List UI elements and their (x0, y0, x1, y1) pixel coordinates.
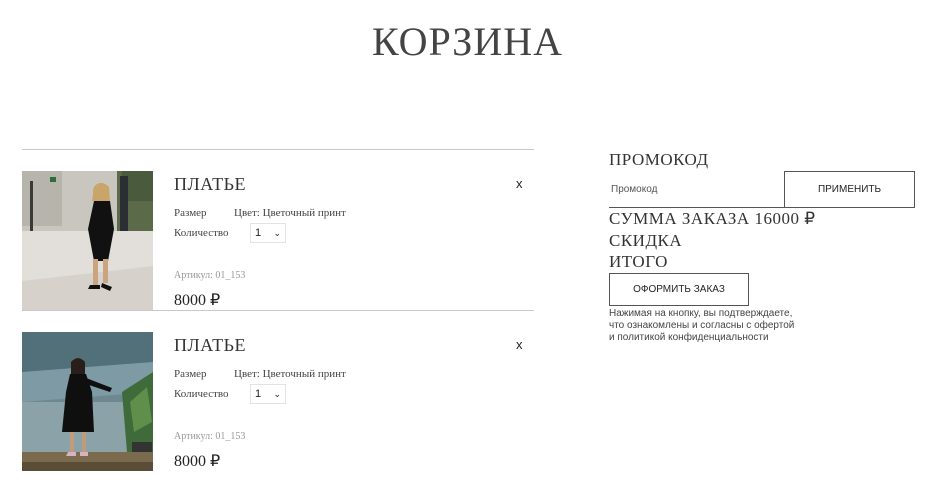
consent-notice-line: что ознакомлены и согласны с офертой (609, 320, 795, 331)
consent-notice-line: и политикой конфиденциальности (609, 332, 769, 343)
product-price: 8000 ₽ (174, 292, 221, 309)
color-label: Цвет: Цветочный принт (234, 207, 346, 219)
promo-title: ПРОМОКОД (609, 150, 709, 169)
promo-code-input[interactable] (609, 179, 785, 199)
quantity-value: 1 (255, 227, 262, 239)
cart-list (22, 149, 534, 472)
dress-photo-studio-icon (22, 332, 153, 471)
remove-item-button[interactable]: x (516, 337, 523, 352)
promo-input-underline (609, 207, 785, 208)
dress-photo-street-icon (22, 171, 153, 310)
product-price: 8000 ₽ (174, 453, 221, 470)
page-title: КОРЗИНА (371, 19, 563, 64)
consent-notice (609, 308, 809, 344)
quantity-label: Количество (174, 227, 229, 239)
apply-promo-button[interactable]: ПРИМЕНИТЬ (784, 171, 915, 208)
product-image[interactable] (22, 332, 153, 471)
quantity-value: 1 (255, 388, 262, 400)
remove-item-button[interactable]: x (516, 176, 523, 191)
product-sku: Артикул: 01_153 (174, 270, 246, 281)
quantity-select[interactable] (250, 223, 286, 243)
size-label: Размер (174, 207, 207, 219)
size-label: Размер (174, 368, 207, 380)
chevron-down-icon: ⌄ (273, 228, 281, 238)
total-label: ИТОГО (609, 252, 668, 271)
chevron-down-icon: ⌄ (273, 389, 281, 399)
order-sum: СУММА ЗАКАЗА 16000 ₽ (609, 209, 816, 228)
consent-notice-line: Нажимая на кнопку, вы подтверждаете, (609, 308, 793, 319)
cart-item (22, 311, 534, 472)
cart-item (22, 150, 534, 311)
quantity-select[interactable] (250, 384, 286, 404)
product-name[interactable]: ПЛАТЬЕ (174, 174, 246, 194)
color-label: Цвет: Цветочный принт (234, 368, 346, 380)
quantity-label: Количество (174, 388, 229, 400)
product-image[interactable] (22, 171, 153, 310)
discount-label: СКИДКА (609, 231, 683, 250)
product-sku: Артикул: 01_153 (174, 431, 246, 442)
checkout-button[interactable]: ОФОРМИТЬ ЗАКАЗ (609, 273, 749, 306)
product-name[interactable]: ПЛАТЬЕ (174, 335, 246, 355)
